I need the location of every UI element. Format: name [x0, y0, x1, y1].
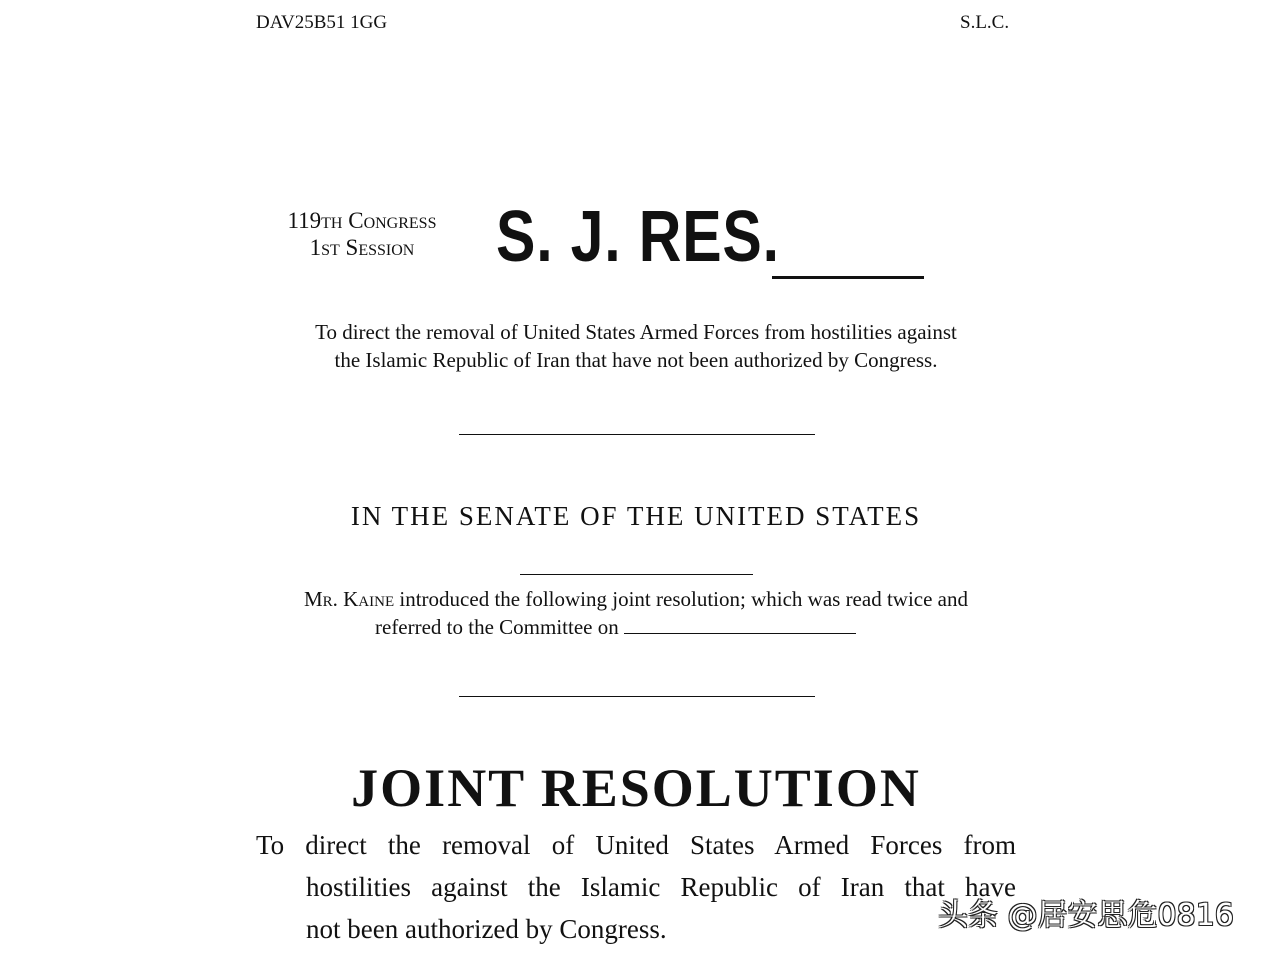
- sponsor-name: Mr. Kaine: [303, 587, 395, 611]
- divider: [520, 574, 753, 575]
- congress-number: 119th Congress: [287, 208, 437, 233]
- caption-line-1: To direct the removal of United States Armed Forces from hostilities against: [315, 320, 957, 344]
- body-line-2: hostilities against the Islamic Republic of Iran that have: [306, 872, 1016, 902]
- committee-blank: [624, 615, 856, 634]
- document-title: JOINT RESOLUTION: [351, 758, 921, 818]
- bill-number-blank: [772, 276, 924, 279]
- caption-line-2: the Islamic Republic of Iran that have not been authorized by Congress.: [334, 348, 938, 372]
- congress-session: [256, 207, 468, 261]
- watermark: 头条 @居安思危0816: [938, 898, 1234, 933]
- committee-text: referred to the Committee on: [375, 615, 624, 639]
- introduction-line-2: [375, 615, 856, 640]
- body-line-3: not been authorized by Congress.: [306, 914, 667, 944]
- divider: [459, 696, 815, 697]
- body-line-1: To direct the removal of United States Armed Forces from: [256, 830, 1016, 860]
- office-code: S.L.C.: [960, 12, 1010, 33]
- session-number: 1st Session: [309, 235, 415, 260]
- bill-type: S. J. RES.: [496, 197, 780, 277]
- chamber-heading: IN THE SENATE OF THE UNITED STATES: [350, 501, 922, 531]
- divider: [459, 434, 815, 435]
- introduction-line-1: [256, 587, 1016, 612]
- introduction-text: introduced the following joint resolution; which was read twice and: [394, 587, 969, 611]
- document-id: DAV25B51 1GG: [256, 12, 388, 33]
